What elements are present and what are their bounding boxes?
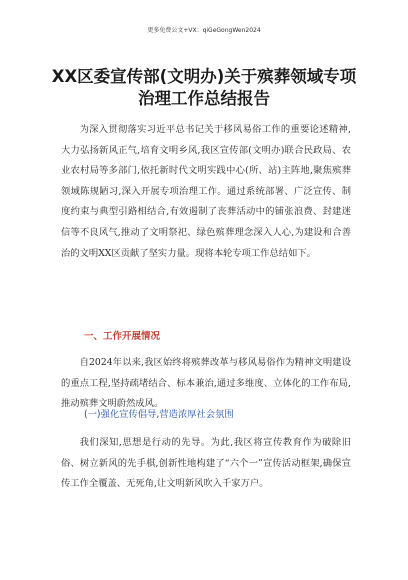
- section-1-paragraph: 自2024年以来,我区始终将殡葬改革与移风易俗作为精神文明建设的重点工程,坚持疏堵结合、标本兼治,通过多维度、立体化的工作布局,推动殡葬文明蔚然成风。: [61, 357, 351, 410]
- title-line-2: 治理工作总结报告: [138, 89, 270, 108]
- intro-paragraph: 为深入贯彻落实习近平总书记关于移风易俗工作的重要论述精神,大力弘扬新风正气,培育文明乡风,我区宣传部(文明办)联合民政局、农业农村局等多部门,依托新时代文明实践中心(所、站)主阵地,聚焦殡葬领域陈规陋习,深入开展专项治理工作。通过系统部署、广泛宣传、制度约束与典型引路相结合,有效遏制了丧葬活动中的铺张浪费、封建迷信等不良风气,推动了文明祭祀、绿色殡葬理念深入人心,为建设和合善治的文明XX区贡献了坚实力量。现将本轮专项工作总结如下。: [61, 124, 351, 259]
- subsection-heading-1: (一)强化宣传倡导,营造浓厚社会氛围: [84, 409, 234, 420]
- header-note: 更多免费公文+VX：qiGeGongWen2024: [147, 27, 261, 34]
- subsection-1-paragraph: 我们深知,思想是行动的先导。为此,我区将宣传教育作为破除旧俗、树立新风的先手棋,创新性地构建了“六个一”宣传活动框架,确保宣传工作全覆盖、无死角,让文明新风吹入千家万户。: [61, 437, 351, 490]
- section-heading-1: 一、工作开展情况: [84, 331, 161, 342]
- title-line-1: XX区委宣传部(文明办)关于殡葬领域专项: [51, 67, 357, 86]
- document-title: [40, 66, 368, 110]
